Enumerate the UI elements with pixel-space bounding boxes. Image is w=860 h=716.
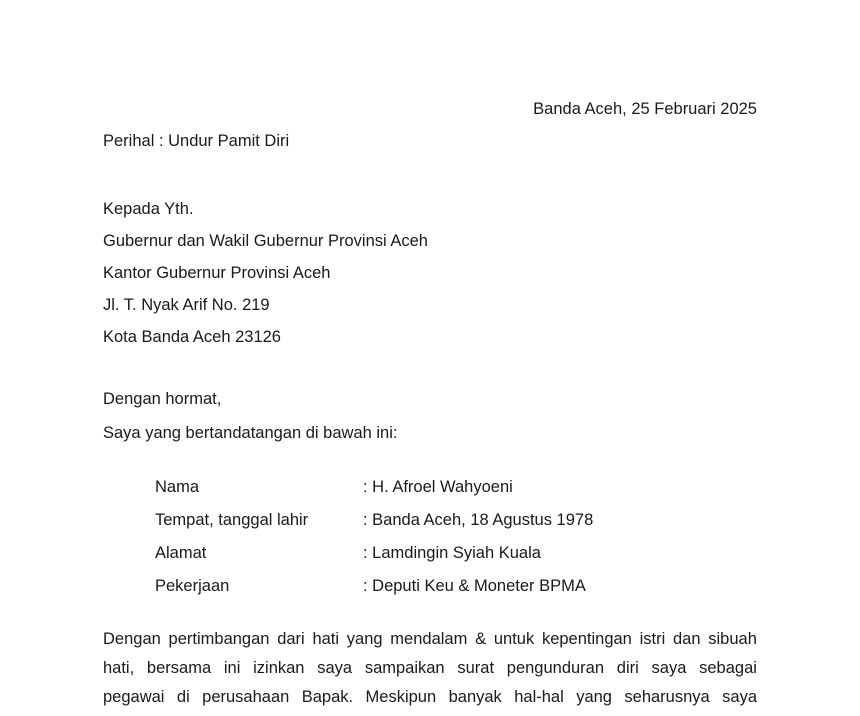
- body-word: hal-hal: [514, 688, 564, 706]
- body-word: istri: [639, 630, 666, 648]
- body-word: surat: [457, 659, 495, 677]
- body-word: ini: [223, 659, 241, 677]
- body-line: [103, 687, 757, 716]
- body-word: hati,: [103, 659, 135, 677]
- body-word: kepentingan: [541, 630, 632, 648]
- body-word: izinkan: [253, 659, 305, 677]
- body-word: untuk: [493, 630, 535, 648]
- identity-row: [155, 576, 683, 609]
- body-word: saya: [317, 659, 353, 677]
- body-word: diri: [616, 659, 639, 677]
- body-word: pengunduran: [506, 659, 605, 677]
- identity-value: : Banda Aceh, 18 Agustus 1978: [363, 511, 594, 529]
- body-word: dan: [673, 630, 701, 648]
- body-word: bersama: [146, 659, 212, 677]
- body-line: [103, 658, 757, 687]
- letter-greeting: Dengan hormat,: [103, 390, 222, 408]
- body-word: mendalam: [390, 630, 468, 648]
- body-line: [103, 629, 757, 658]
- body-word: pegawai: [103, 688, 165, 706]
- body-word: yang: [346, 630, 383, 648]
- body-word: Dengan: [103, 630, 161, 648]
- body-word: sibuah: [708, 630, 757, 648]
- recipient-name: Gubernur dan Wakil Gubernur Provinsi Aceh: [103, 232, 428, 250]
- body-word: di: [176, 688, 190, 706]
- identity-row: [155, 543, 683, 576]
- letter-date: Banda Aceh, 25 Februari 2025: [533, 100, 757, 118]
- identity-table: [155, 477, 683, 609]
- body-word: Meskipun: [365, 688, 437, 706]
- body-word: &: [475, 630, 487, 648]
- body-word: saya: [722, 688, 757, 706]
- body-word: dari: [277, 630, 305, 648]
- body-word: saya: [651, 659, 687, 677]
- identity-label: Tempat, tanggal lahir: [155, 511, 309, 529]
- identity-label: Alamat: [155, 544, 207, 562]
- letter-subject: Perihal : Undur Pamit Diri: [103, 132, 290, 150]
- body-word: hati: [312, 630, 340, 648]
- identity-value: : H. Afroel Wahyoeni: [363, 478, 513, 496]
- recipient-street: Jl. T. Nyak Arif No. 219: [103, 296, 270, 314]
- recipient-salutation: Kepada Yth.: [103, 200, 194, 218]
- identity-label: Nama: [155, 478, 200, 496]
- identity-value: : Deputi Keu & Moneter BPMA: [363, 577, 586, 595]
- recipient-block: [103, 199, 428, 359]
- body-word: pertimbangan: [168, 630, 270, 648]
- body-word: Bapak.: [301, 688, 354, 706]
- body-word: sebagai: [699, 659, 757, 677]
- body-word: seharusnya: [624, 688, 710, 706]
- body-word: banyak: [448, 688, 502, 706]
- recipient-city: Kota Banda Aceh 23126: [103, 328, 281, 346]
- letter-intro: Saya yang bertandatangan di bawah ini:: [103, 424, 398, 442]
- body-word: sampaikan: [364, 659, 445, 677]
- identity-label: Pekerjaan: [155, 577, 230, 595]
- body-word: yang: [576, 688, 612, 706]
- body-paragraph: [103, 629, 757, 716]
- identity-row: [155, 510, 683, 543]
- identity-value: : Lamdingin Syiah Kuala: [363, 544, 541, 562]
- identity-row: [155, 477, 683, 510]
- recipient-office: Kantor Gubernur Provinsi Aceh: [103, 264, 331, 282]
- body-word: perusahaan: [202, 688, 290, 706]
